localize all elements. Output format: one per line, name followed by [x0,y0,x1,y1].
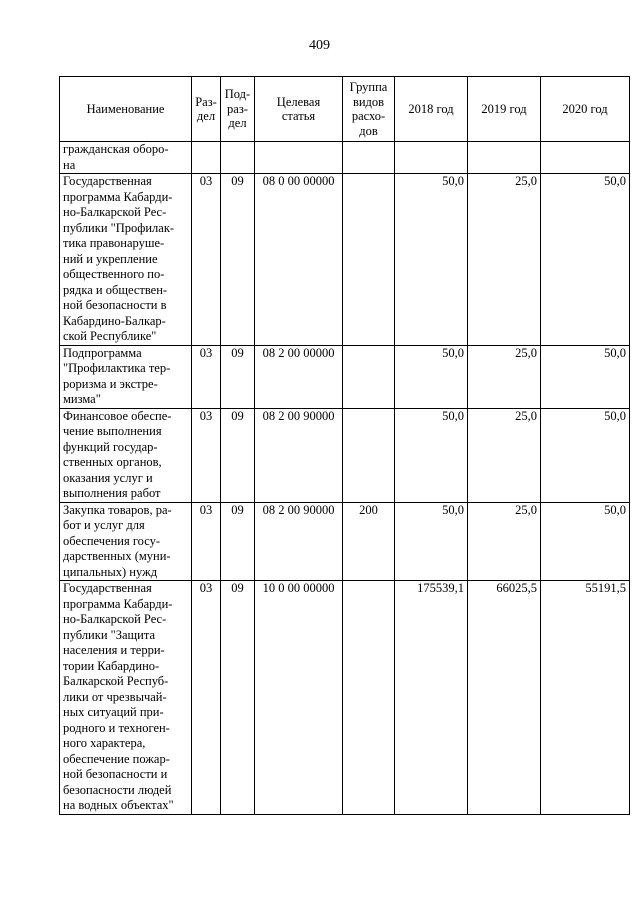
cell-name [60,502,192,581]
name-line: Кабардино-Балкар- [63,313,166,328]
cell-razdel: 03 [192,581,221,815]
header-name: Наименование [60,77,192,142]
cell-article: 08 2 00 90000 [255,502,343,581]
header-2020: 2020 год [541,77,630,142]
name-line: Закупка товаров, ра- [63,502,172,517]
name-line: Финансовое обеспе- [63,408,172,423]
cell-podrazdel: 09 [221,581,255,815]
table-row [60,174,630,346]
table-row [60,581,630,815]
header-line: дов [359,123,378,138]
name-line: на [63,157,76,172]
page-number: 409 [309,38,330,53]
name-line: программа Кабарди- [63,189,173,204]
cell-2020: 50,0 [541,408,630,502]
name-line: ципальных) нужд [63,564,158,579]
cell-2020: 50,0 [541,502,630,581]
cell-group [343,408,395,502]
budget-table [59,76,630,815]
cell-name [60,408,192,502]
name-line: мизма" [63,392,101,406]
name-line: Государственная [63,174,152,188]
name-line: ного характера, [63,736,146,750]
table-row [60,408,630,502]
cell-2018: 50,0 [395,345,468,408]
cell-2018 [395,142,468,174]
table-row [60,345,630,408]
table-row [60,502,630,581]
cell-razdel: 03 [192,408,221,502]
cell-2018: 175539,1 [395,581,468,815]
name-line: дарственных (муни- [63,549,171,563]
name-line: родного и техноген- [63,720,170,735]
cell-2019: 66025,5 [468,581,541,815]
header-line: Под- [224,87,251,102]
cell-2018: 50,0 [395,174,468,346]
cell-2020: 55191,5 [541,581,630,815]
cell-razdel: 03 [192,502,221,581]
cell-podrazdel: 09 [221,502,255,581]
cell-2020: 50,0 [541,345,630,408]
name-line: ний и укрепление [63,251,158,266]
cell-2018: 50,0 [395,502,468,581]
cell-group [343,142,395,174]
name-line: публики "Профилак- [63,220,175,235]
header-line: видов [352,94,385,109]
name-line: ской Республике" [63,329,157,343]
cell-article: 08 0 00 00000 [255,174,343,346]
cell-group [343,581,395,815]
cell-article: 08 2 00 90000 [255,408,343,502]
name-line: оказания услуг и [63,470,153,485]
name-line: чение выполнения [63,424,162,438]
cell-2019: 25,0 [468,408,541,502]
header-line: Группа [349,80,388,94]
header-line: Целевая [276,94,321,109]
cell-group [343,345,395,408]
name-line: но-Балкарской Рес- [63,612,167,626]
cell-podrazdel: 09 [221,345,255,408]
name-line: но-Балкарской Рес- [63,205,167,219]
header-line: статья [281,109,316,123]
cell-razdel: 03 [192,174,221,346]
header-line: дел [196,109,216,123]
header-2018: 2018 год [395,77,468,142]
header-line: раз- [227,101,248,116]
name-line: функций государ- [63,439,158,454]
name-line: ной безопасности и [63,767,168,781]
cell-group: 200 [343,502,395,581]
cell-group [343,174,395,346]
name-line: на водных объектах" [63,798,174,812]
header-line: Раз- [195,94,217,109]
cell-podrazdel: 09 [221,174,255,346]
header-line: дел [228,116,247,131]
table-row [60,142,630,174]
header-row [60,77,630,142]
cell-name [60,174,192,346]
name-line: бот и услуг для [63,518,145,532]
cell-article [255,142,343,174]
name-line: рядка и обществен- [63,282,168,297]
cell-2018: 50,0 [395,408,468,502]
header-line: расхо- [351,109,386,123]
name-line: "Профилактика тер- [63,361,171,375]
name-line: безопасности людей [63,782,172,797]
name-line: ственных органов, [63,455,162,469]
name-line: ной безопасности в [63,298,167,312]
cell-name [60,345,192,408]
name-line: обеспечения госу- [63,533,161,548]
name-line: публики "Защита [63,627,156,642]
name-line: тории Кабардино- [63,658,160,673]
cell-2019: 25,0 [468,174,541,346]
name-line: Государственная [63,581,152,595]
cell-article: 08 2 00 00000 [255,345,343,408]
name-line: гражданская оборо- [63,142,169,156]
name-line: обеспечение пожар- [63,751,170,766]
header-article [255,77,343,142]
name-line: роризма и экстре- [63,376,158,391]
cell-2019 [468,142,541,174]
header-2019: 2019 год [468,77,541,142]
header-podrazdel [221,77,255,142]
cell-article: 10 0 00 00000 [255,581,343,815]
name-line: ных ситуаций при- [63,705,164,719]
header-group [343,77,395,142]
name-line: населения и терри- [63,643,165,657]
name-line: Балкарской Респуб- [63,674,169,688]
cell-2020 [541,142,630,174]
cell-2019: 25,0 [468,502,541,581]
cell-podrazdel [221,142,255,174]
cell-razdel: 03 [192,345,221,408]
cell-2020: 50,0 [541,174,630,346]
cell-podrazdel: 09 [221,408,255,502]
name-line: лики от чрезвычай- [63,689,167,704]
cell-name [60,581,192,815]
name-line: общественного по- [63,267,165,281]
cell-2019: 25,0 [468,345,541,408]
name-line: выполнения работ [63,486,161,500]
name-line: Подпрограмма [63,345,142,360]
name-line: программа Кабарди- [63,596,173,611]
name-line: тика правонаруше- [63,236,165,250]
header-razdel [192,77,221,142]
cell-name [60,142,192,174]
cell-razdel [192,142,221,174]
